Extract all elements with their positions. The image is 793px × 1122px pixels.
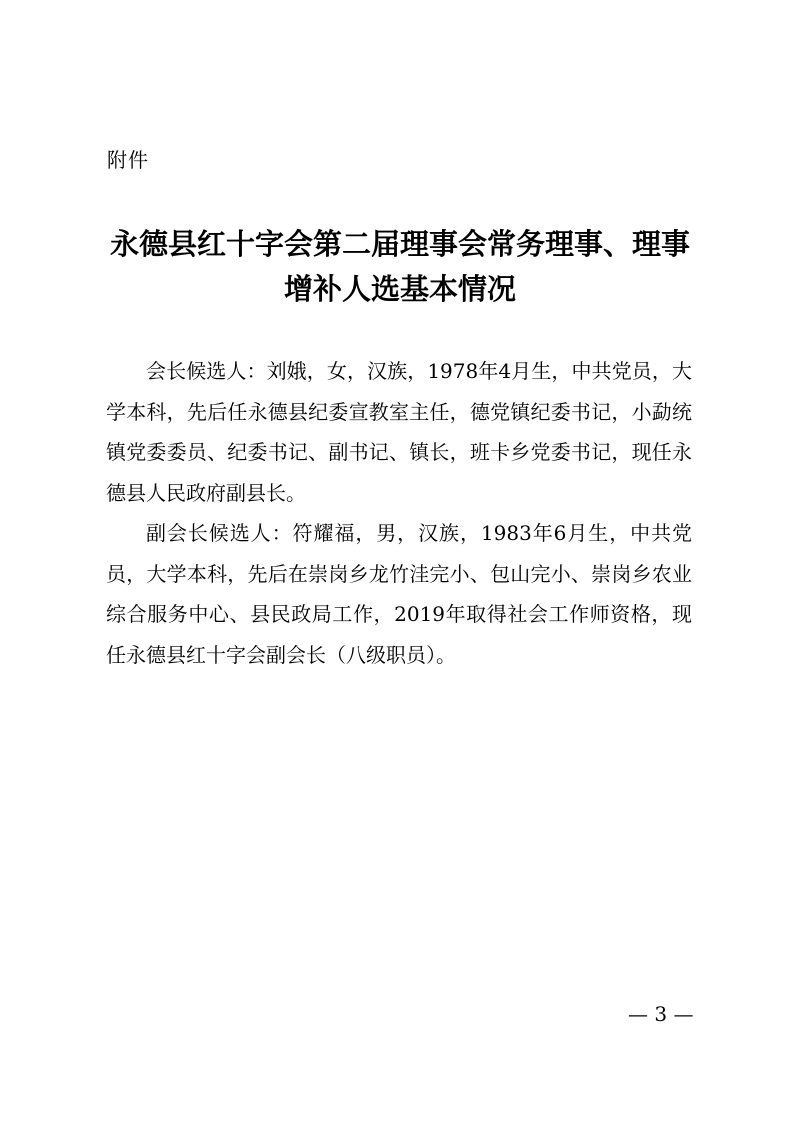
paragraph-vice-president-candidate: 副会长候选人：符耀福，男，汉族，1983年6月生，中共党员，大学本科，先后在崇岗乡龙竹洼完小、包山完小、崇岗乡农业综合服务中心、县民政局工作，2019年取得社会工作师资格，现任永德县红十字会副会长（八级职员）。 [106,521,692,667]
document-title [100,222,700,312]
page-number: — 3 — [628,1002,694,1026]
paragraph-president-candidate: 会长候选人：刘娥，女，汉族，1978年4月生，中共党员，大学本科，先后任永德县纪委宣教室主任，德党镇纪委书记，小勐统镇党委委员、纪委书记、副书记、镇长，班卡乡党委书记，现任永德县人民政府副县长。 [106,359,692,505]
attachment-label: 附件 [107,148,149,172]
document-body [106,351,692,675]
title-line-2: 增补人选基本情况 [283,272,516,306]
title-line-1: 永德县红十字会第二届理事会常务理事、理事 [109,227,690,261]
